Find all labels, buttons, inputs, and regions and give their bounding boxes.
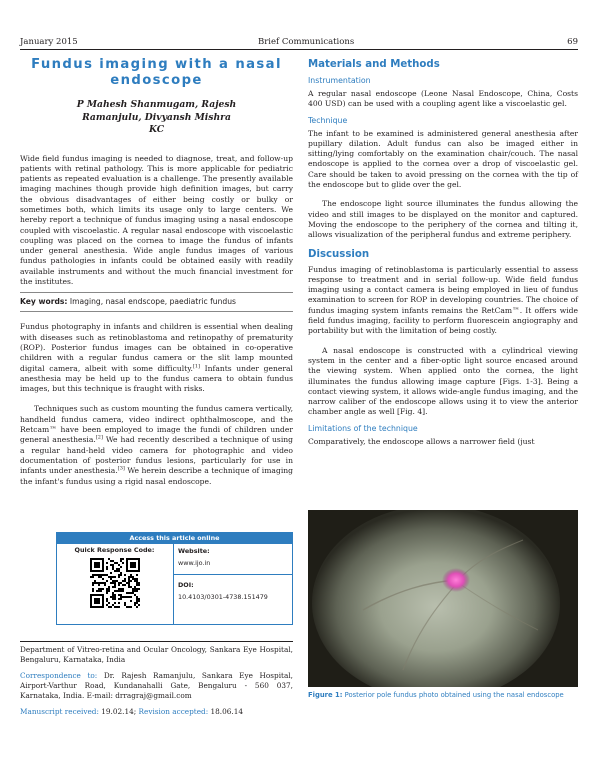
website-label: Website:	[178, 547, 210, 555]
website-link[interactable]: www.ijo.in	[178, 559, 211, 567]
intro-paragraph-2: Techniques such as custom mounting the fundus camera vertically, handheld fundus camera, video indirect ophthalmoscope, and the Retcam™ have been employed to image the fundi of children under general anesthesia.[2] We had recently described a technique of using a regular hand-held video camera for photographic and video documentation of posterior fundus lesions, particularly for use in infants under anesthesia.[3] We herein describe a technique of imaging the infant's fundus using a rigid nasal endoscope.	[20, 404, 294, 486]
right-column	[308, 56, 578, 447]
affiliation-block	[20, 645, 293, 717]
fundus-photo-image	[308, 510, 578, 687]
citation-ref[interactable]: [3]	[117, 465, 125, 472]
access-box-divider	[173, 544, 174, 625]
technique-heading: Technique	[308, 115, 348, 125]
section-name: Brief Communications	[258, 37, 355, 47]
figure-caption	[308, 691, 578, 700]
article-title: Fundus imaging with a nasal endoscope	[31, 57, 282, 88]
department: Department of Vitreo-retina and Ocular Oncology, Sankara Eye Hospital, Bengaluru, Karnataka, India	[20, 645, 293, 664]
intro-paragraph-1: Fundus photography in infants and children is essential when dealing with diseases such as retinoblastoma and retinopathy of prematurity (ROP). Posterior fundus images can be obtained in co-operative children with a regular fundus camera or the slit lamp mounted digital camera, albeit with some difficulty.[1] Infants under general anesthesia may be held up to the fundus camera to obtain fundus images, but this technique is fraught with risks.	[20, 322, 293, 394]
keywords	[20, 297, 293, 307]
author-list: P Mahesh Shanmugam, Rajesh Ramanjulu, Divyansh Mishra KC	[76, 99, 237, 135]
correspondence-label: Correspondence to:	[20, 671, 98, 680]
keywords-text: Imaging, nasal endscope, paediatric fundus	[69, 297, 236, 307]
qr-code-label: Quick Response Code:	[74, 546, 155, 554]
discussion-paragraph-2: A nasal endoscope is constructed with a cylindrical viewing system in the center and a fiber-optic light source encased around the viewing system. When applied onto the cornea, the light illuminates the fundus allowing image capture [Figs. 1-3]. Being a contact viewing system, it allows wide-angle fundus imaging, and the narrow caliber of the endoscope allows using it to view the anterior chamber angle as well [Fig. 4].	[308, 345, 578, 417]
discussion-heading: Discussion	[308, 248, 370, 260]
issue-date: January 2015	[20, 37, 78, 47]
access-box-separator	[174, 574, 293, 575]
instrumentation-paragraph: A regular nasal endoscope (Leone Nasal Endoscope, China, Costs 400 USD) can be used with a coupling agent like a viscoelastic gel.	[308, 89, 578, 109]
affiliation-rule	[20, 641, 293, 642]
citation-ref[interactable]: [2]	[95, 434, 103, 441]
instrumentation-heading: Instrumentation	[308, 76, 371, 85]
methods-heading: Materials and Methods	[308, 59, 440, 70]
keywords-rule-top	[20, 292, 293, 293]
access-box-heading: Access this article online	[57, 533, 292, 544]
figure-caption-text: Posterior pole fundus photo obtained using the nasal endoscope	[342, 691, 564, 699]
citation-ref[interactable]: [1]	[192, 363, 201, 370]
correspondence: Correspondence to: Dr. Rajesh Ramanjulu, Sankara Eye Hospital, Airport-Varthur Road, Kundanahalli Gate, Bengaluru - 560 037, Karnataka, India. E-mail: drragraj@gmail.com	[20, 671, 293, 700]
header-rule	[20, 49, 578, 50]
manuscript-dates: Manuscript received: 19.02.14; Revision accepted: 18.06.14	[20, 707, 243, 716]
discussion-paragraph-1: Fundus imaging of retinoblastoma is particularly essential to assess response to treatment and in serial follow-up. Wide field fundus imaging using a contact camera is being employed in lieu of fundus examination to screen for ROP in developing countries. The choice of fundus imaging system infants remains the RetCam™. It offers wide field fundus imaging, facility to perform fluorescein angiography and portability but with the limitation of being costly.	[308, 264, 578, 336]
doi-label: DOI:	[178, 581, 194, 589]
limitations-paragraph: Comparatively, the endoscope allows a narrower field (just	[308, 436, 535, 446]
doi-link[interactable]: 10.4103/0301-4738.151479	[178, 593, 268, 601]
keywords-label: Key words:	[20, 297, 68, 307]
fundus-photo-figure	[308, 510, 578, 687]
abstract: Wide field fundus imaging is needed to diagnose, treat, and follow-up patients with retinal pathology. This is more applicable for pediatric patients as repeated evaluation is a challenge. The presently available imaging machines though provide high definition images, but carry the obvious disadvantages of either being costly or bulky or sometimes both, which limits its usage only to large centers. We hereby report a technique of fundus imaging using a nasal endoscope coupled with viscoelastic. A regular nasal endoscope with viscoelastic coupling was placed on the cornea to image the fundus of infants under general anesthesia. Wide angle fundus images of various fundus pathologies in infants could be obtained easily with readily available instruments and without the much financial investment for the institutes.	[20, 153, 293, 287]
qr-code-icon[interactable]	[90, 558, 140, 608]
figure-label: Figure 1:	[308, 691, 343, 699]
access-online-box	[56, 532, 293, 625]
left-column	[20, 56, 293, 487]
keywords-rule-bottom	[20, 311, 293, 312]
technique-paragraph-2: The endoscope light source illuminates the fundus allowing the video and still images to be displayed on the monitor and captured. Moving the endoscope to the periphery of the cornea and tilting it, allows visualization of the peripheral fundus and extreme periphery.	[308, 199, 578, 240]
limitations-heading: Limitations of the technique	[308, 423, 418, 433]
technique-paragraph-1: The infant to be examined is administered general anesthesia after pupillary dilation. Adult fundus can also be imaged either in sitting/lying comfortably on the examination chair/couch. The nasal endoscope is applied to the cornea over a drop of viscoelastic gel. Care should be taken to avoid pressing on the cornea with the tip of the endoscope but to glide over the gel.	[308, 128, 578, 190]
page-number: 69	[567, 37, 578, 47]
